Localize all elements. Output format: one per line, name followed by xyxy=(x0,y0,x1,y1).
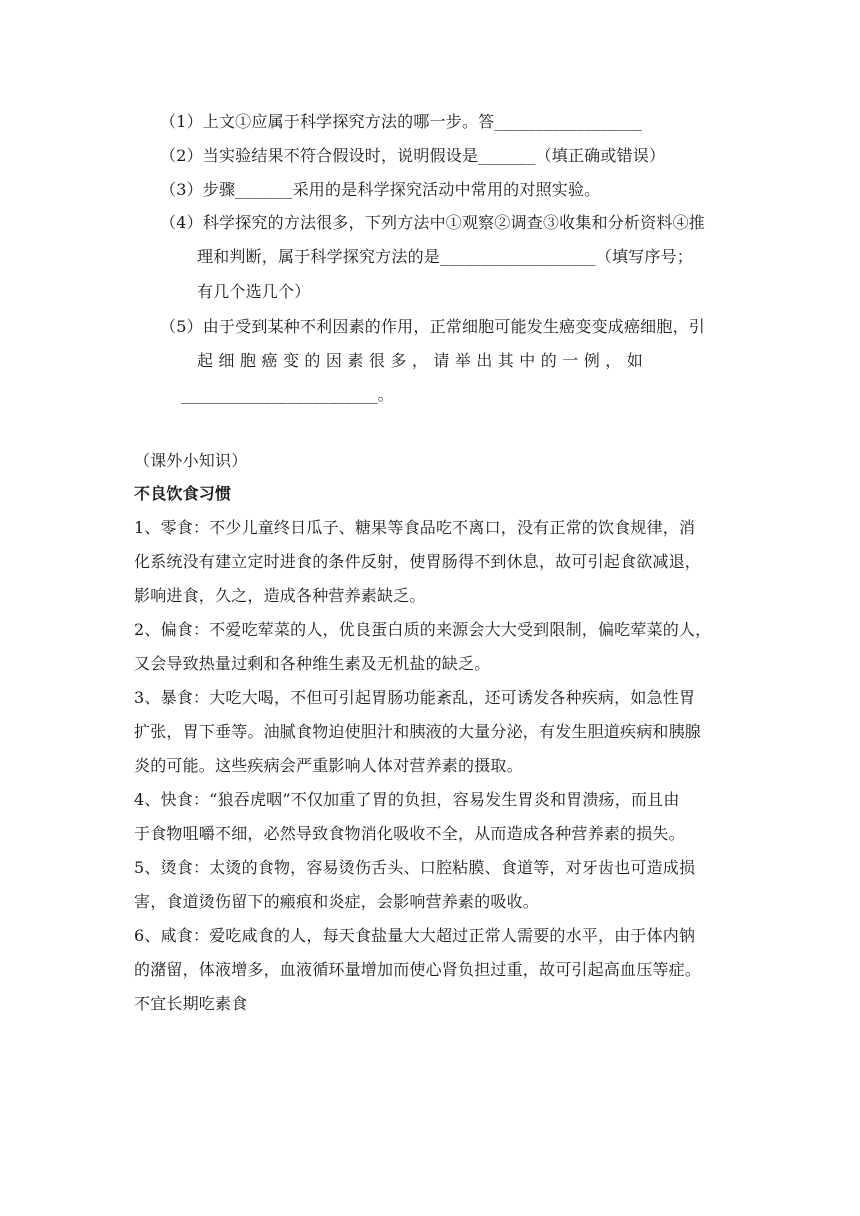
habit-1-line-1: 1、零食：不少儿童终日瓜子、糖果等食品吃不离口，没有正常的饮食规律，消 xyxy=(134,518,696,537)
question-3: （3）步骤_______采用的是科学探究活动中常用的对照实验。 xyxy=(160,180,601,199)
habit-3-line-3: 炎的可能。这些疾病会严重影响人体对营养素的摄取。 xyxy=(134,756,523,775)
habit-6-line-1: 6、咸食：爱吃咸食的人，每天食盐量大大超过正常人需要的水平，由于体内钠 xyxy=(134,926,696,945)
question-4-line-3: 有几个选几个） xyxy=(197,282,311,301)
habit-5-line-2: 害，食道烫伤留下的瘢痕和炎症，会影响营养素的吸收。 xyxy=(134,892,540,911)
habit-1-line-2: 化系统没有建立定时进食的条件反射，使胃肠得不到休息，故可引起食欲减退， xyxy=(134,552,702,571)
question-1: （1）上文①应属于科学探究方法的哪一步。答__________________ xyxy=(160,112,642,131)
habit-3-line-1: 3、暴食：大吃大喝，不但可引起胃肠功能紊乱，还可诱发各种疾病，如急性胃 xyxy=(134,688,696,707)
extra-label: （课外小知识） xyxy=(134,451,248,470)
extra-footer: 不宜长期吃素食 xyxy=(134,994,248,1013)
question-4-line-2: 理和判断，属于科学探究方法的是___________________（填写序号； xyxy=(197,247,694,266)
question-4-line-1: （4）科学探究的方法很多，下列方法中①观察②调查③收集和分析资料④推 xyxy=(160,213,705,232)
habit-5-line-1: 5、烫食：太烫的食物，容易烫伤舌头、口腔粘膜、食道等，对牙齿也可造成损 xyxy=(134,858,696,877)
question-2: （2）当实验结果不符合假设时，说明假设是_______（填正确或错误） xyxy=(160,146,666,165)
habit-1-line-3: 影响进食，久之，造成各种营养素缺乏。 xyxy=(134,586,426,605)
extra-heading: 不良饮食习惯 xyxy=(134,484,232,503)
question-5-line-3: ________________________。 xyxy=(181,385,394,404)
habit-2-line-2: 又会导致热量过剩和各种维生素及无机盐的缺乏。 xyxy=(134,654,491,673)
question-5-line-2: 起 细 胞 癌 变 的 因 素 很 多 ， 请 举 出 其 中 的 一 例 ， 如 xyxy=(197,351,643,370)
habit-6-line-2: 的潴留，体液增多，血液循环量增加而使心肾负担过重，故可引起高血压等症。 xyxy=(134,960,702,979)
habit-4-line-2: 于食物咀嚼不细，必然导致食物消化吸收不全，从而造成各种营养素的损失。 xyxy=(134,824,685,843)
habit-4-line-1: 4、快食：“狼吞虎咽”不仅加重了胃的负担，容易发生胃炎和胃溃疡，而且由 xyxy=(134,790,680,809)
habit-3-line-2: 扩张，胃下垂等。油腻食物迫使胆汁和胰液的大量分泌，有发生胆道疾病和胰腺 xyxy=(134,722,702,741)
question-5-line-1: （5）由于受到某种不利因素的作用，正常细胞可能发生癌变变成癌细胞，引 xyxy=(160,317,705,336)
habit-2-line-1: 2、偏食：不爱吃荤菜的人，优良蛋白质的来源会大大受到限制，偏吃荤菜的人， xyxy=(134,620,712,639)
